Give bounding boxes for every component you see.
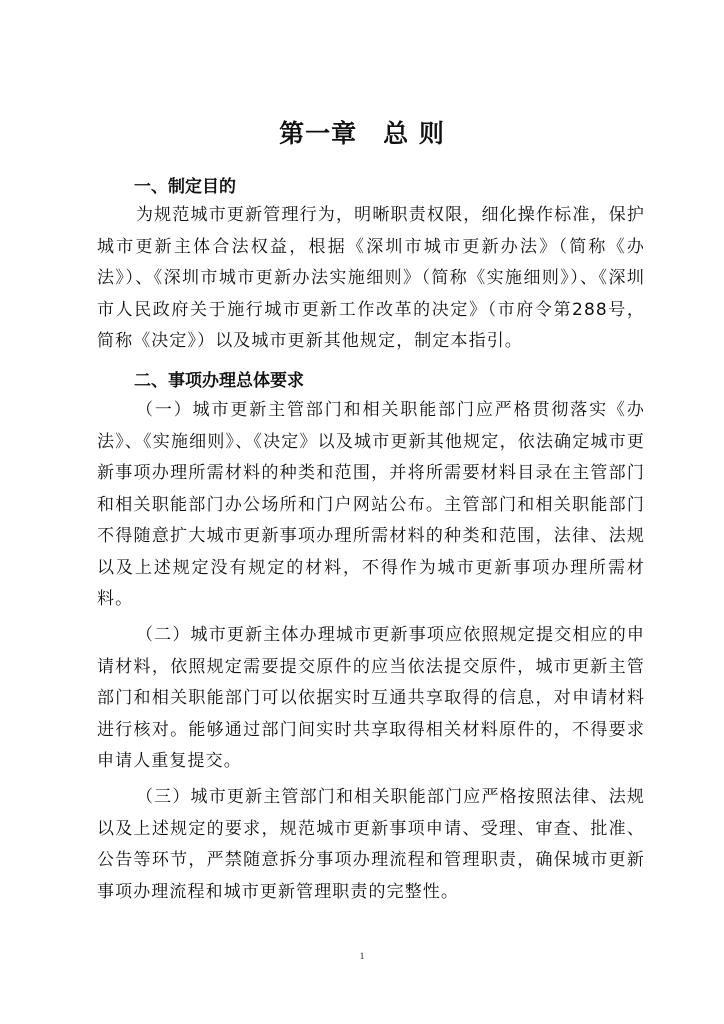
section-heading-requirements: 二、事项办理总体要求	[134, 371, 304, 391]
paragraph-purpose: 为规范城市更新管理行为，明晰职责权限，细化操作标准，保护城市更新主体合法权益，根据《深圳市城市更新办法》（简称《办法》）、《深圳市城市更新办法实施细则》（简称《实施细则》）、《深圳市人民政府关于施行城市更新工作改革的决定》（市府令第288号，简称《决定》）以及城市更新其他规定，制定本指引。	[97, 205, 645, 351]
page-number: 1	[359, 951, 365, 961]
paragraph-requirement-3: （三）城市更新主管部门和相关职能部门应严格按照法律、法规以及上述规定的要求，规范城市更新事项申请、受理、审查、批准、公告等环节，严禁随意拆分事项办理流程和管理职责，确保城市更新事项办理流程和城市更新管理职责的完整性。	[97, 787, 645, 902]
paragraph-requirement-1: （一）城市更新主管部门和相关职能部门应严格贯彻落实《办法》、《实施细则》、《决定》以及城市更新其他规定，依法确定城市更新事项办理所需材料的种类和范围，并将所需要材料目录在主管部门和相关职能部门办公场所和门户网站公布。主管部门和相关职能部门不得随意扩大城市更新事项办理所需材料的种类和范围，法律、法规以及上述规定没有规定的材料，不得作为城市更新事项办理所需材料。	[97, 400, 645, 609]
chapter-title: 第一章 总 则	[279, 119, 445, 148]
paragraph-requirement-2: （二）城市更新主体办理城市更新事项应依照规定提交相应的申请材料，依照规定需要提交原件的应当依法提交原件，城市更新主管部门和相关职能部门可以依据实时互通共享取得的信息，对申请材料进行核对。能够通过部门间实时共享取得相关材料原件的，不得要求申请人重复提交。	[97, 625, 645, 771]
section-heading-purpose: 一、制定目的	[134, 177, 236, 197]
